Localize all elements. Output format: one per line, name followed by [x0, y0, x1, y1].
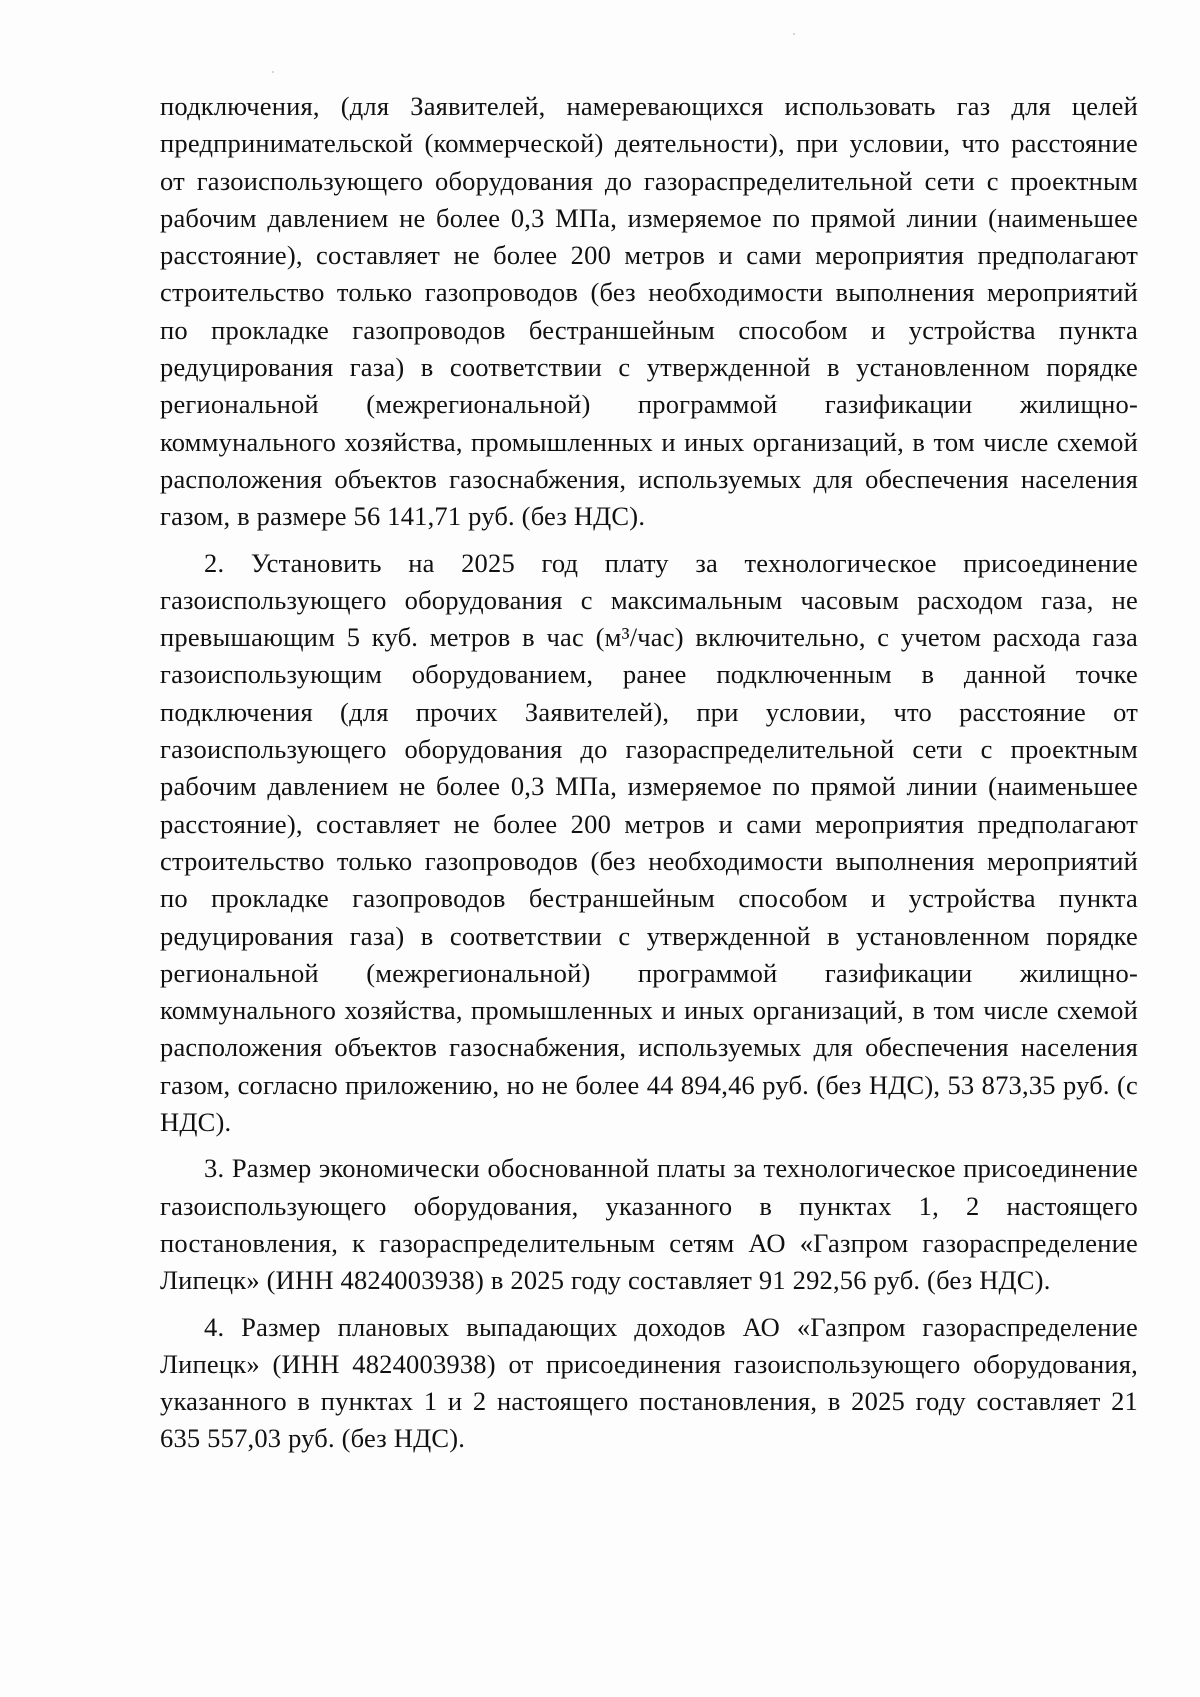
scan-speck: [272, 71, 274, 73]
paragraph-continuation: подключения, (для Заявителей, намеревающихся использовать газ для целей предпринимательской (коммерческой) деятельности), при условии, что расстояние от газоиспользующего оборудования до газораспределительной сети с проектным рабочим давлением не более 0,3 МПа, измеряемое по прямой линии (наименьшее расстояние), составляет не более 200 метров и сами мероприятия предполагают строительство только газопроводов (без необходимости выполнения мероприятий по прокладке газопроводов бестраншейным способом и устройства пункта редуцирования газа) в соответствии с утвержденной в установленном порядке региональной (межрегиональной) программой газификации жилищно-коммунального хозяйства, промышленных и иных организаций, в том числе схемой расположения объектов газоснабжения, используемых для обеспечения населения газом, в размере 56 141,71 руб. (без НДС).: [160, 91, 1138, 532]
document-body: [160, 88, 1138, 1458]
paragraph-item-3: 3. Размер экономически обоснованной платы за технологическое присоединение газоиспользующего оборудования, указанного в пунктах 1, 2 настоящего постановления, к газораспределительным сетям АО «Газпром газораспределение Липецк» (ИНН 4824003938) в 2025 году составляет 91 292,56 руб. (без НДС).: [160, 1153, 1138, 1296]
paragraph-item-2: 2. Установить на 2025 год плату за технологическое присоединение газоиспользующего оборудования с максимальным часовым расходом газа, не превышающим 5 куб. метров в час (м³/час) включительно, с учетом расхода газа газоиспользующим оборудованием, ранее подключенным в данной точке подключения (для прочих Заявителей), при условии, что расстояние от газоиспользующего оборудования до газораспределительной сети с проектным рабочим давлением не более 0,3 МПа, измеряемое по прямой линии (наименьшее расстояние), составляет не более 200 метров и сами мероприятия предполагают строительство только газопроводов (без необходимости выполнения мероприятий по прокладке газопроводов бестраншейным способом и устройства пункта редуцирования газа) в соответствии с утвержденной в установленном порядке региональной (межрегиональной) программой газификации жилищно-коммунального хозяйства, промышленных и иных организаций, в том числе схемой расположения объектов газоснабжения, используемых для обеспечения населения газом, согласно приложению, но не более 44 894,46 руб. (без НДС), 53 873,35 руб. (с НДС).: [160, 547, 1138, 1138]
paragraph-item-4: 4. Размер плановых выпадающих доходов АО «Газпром газораспределение Липецк» (ИНН 4824003938) от присоединения газоиспользующего оборудования, указанного в пунктах 1 и 2 настоящего постановления, в 2025 году составляет 21 635 557,03 руб. (без НДС).: [160, 1311, 1138, 1454]
scan-speck: [793, 33, 795, 35]
